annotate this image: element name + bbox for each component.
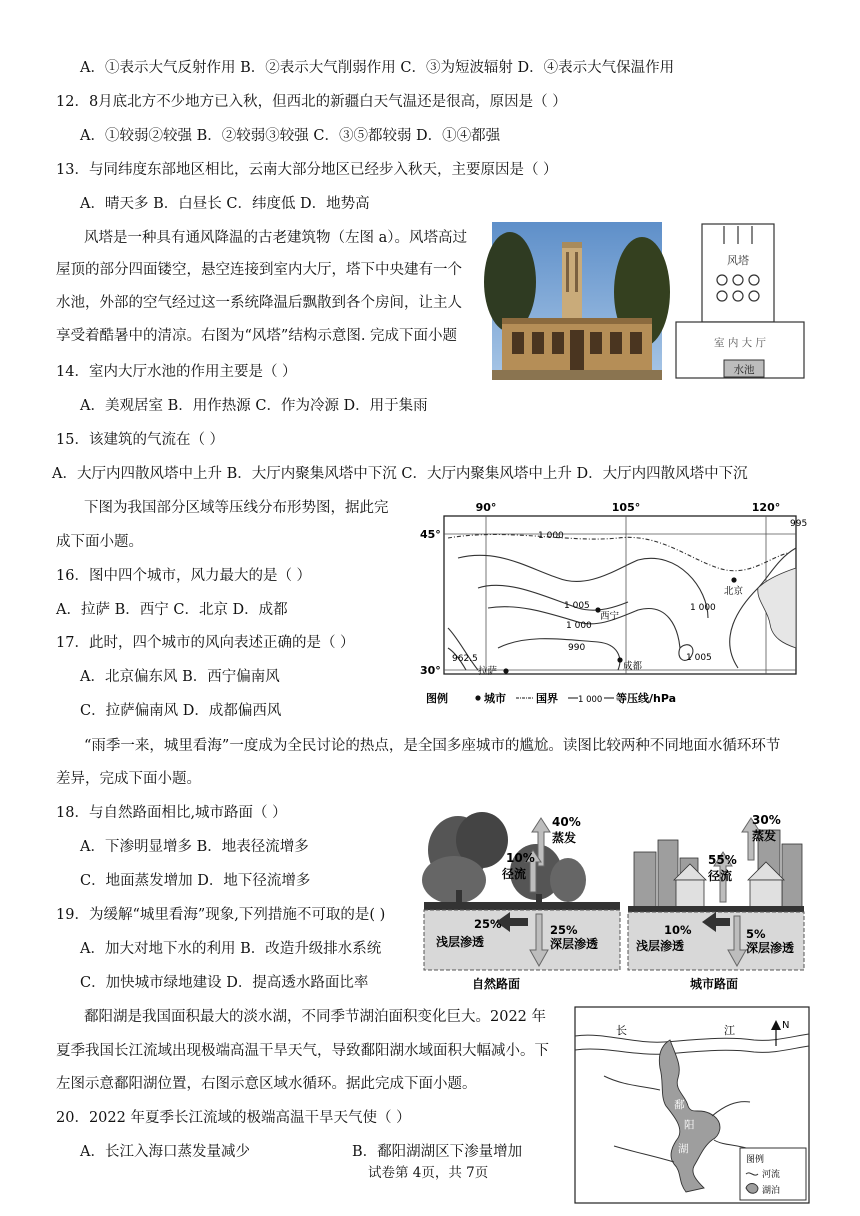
legend-isobar-sample: 1 000 bbox=[578, 695, 603, 705]
lake-char-1: 鄱 bbox=[674, 1099, 685, 1111]
city-dot-beijing bbox=[731, 577, 736, 582]
natural-caption: 自然路面 bbox=[472, 977, 521, 991]
rain-intro-1: “雨季一来，城里看海”一度成为全民讨论的热点，是全国多座城市的尴尬。读图比较两种不同地面水循环环节 bbox=[84, 738, 781, 754]
rain-intro-2: 差异，完成下面小题。 bbox=[56, 771, 201, 787]
q18-options-1: A．下渗明显增多 B．地表径流增多 bbox=[80, 839, 309, 855]
isobar-map bbox=[418, 498, 808, 710]
legend-city-dot bbox=[475, 695, 480, 700]
natural-shallow-pct: 25% bbox=[474, 917, 502, 931]
wind-tower-diagram bbox=[674, 222, 806, 382]
water-cycle-figure bbox=[418, 810, 808, 992]
legend-city: 城市 bbox=[484, 692, 506, 705]
question-12: 12．8月底北方不少地方已入秋，但西北的新疆白天气温还是很高，原因是（ ） bbox=[56, 94, 567, 110]
isobar-legend-title: 图例 bbox=[426, 692, 448, 705]
urban-shallow: 浅层渗透 bbox=[636, 939, 685, 953]
pool-label: 水池 bbox=[733, 364, 755, 376]
question-20: 20．2022 年夏季长江流域的极端高温干旱天气使（ ） bbox=[56, 1110, 411, 1126]
question-15: 15．该建筑的气流在（ ） bbox=[56, 432, 225, 448]
lake-intro-2: 夏季我国长江流域出现极端高温干旱天气，导致鄱阳湖水域面积大幅减小。下 bbox=[56, 1043, 549, 1059]
city-xining: 西宁 bbox=[600, 611, 620, 622]
q14-options: A．美观居室 B．用作热源 C．作为冷源 D．用于集雨 bbox=[80, 398, 428, 414]
question-18: 18．与自然路面相比,城市路面（ ） bbox=[56, 805, 287, 821]
q19-options-1: A．加大对地下水的利用 B．改造升级排水系统 bbox=[80, 941, 382, 957]
lake-intro-1: 鄱阳湖是我国面积最大的淡水湖，不同季节湖泊面积变化巨大。2022 年 bbox=[84, 1009, 547, 1025]
q18-options-2: C．地面蒸发增加 D．地下径流增多 bbox=[80, 873, 311, 889]
lake-legend-title: 图例 bbox=[746, 1155, 765, 1165]
lake-map-river-char-2: 江 bbox=[724, 1024, 735, 1037]
city-chengdu: 成都 bbox=[623, 661, 643, 672]
q20-option-b: B．鄱阳湖湖区下渗量增加 bbox=[352, 1144, 523, 1160]
q11-options: A．①表示大气反射作用 B．②表示大气削弱作用 C．③为短波辐射 D．④表示大气保温作用 bbox=[80, 60, 675, 76]
urban-caption: 城市路面 bbox=[690, 977, 739, 991]
q20-option-a: A．长江入海口蒸发量减少 bbox=[80, 1144, 250, 1160]
isobar-label-995: 995 bbox=[790, 519, 808, 529]
isobar-label-1000-a: 1 000 bbox=[538, 531, 564, 541]
natural-deep-pct: 25% bbox=[550, 923, 578, 937]
hall-label: 室 内 大 厅 bbox=[713, 337, 767, 349]
city-beijing: 北京 bbox=[724, 586, 744, 597]
q15-options: A．大厅内四散风塔中上升 B．大厅内聚集风塔中下沉 C．大厅内聚集风塔中上升 D．大厅内四散风塔中下沉 bbox=[52, 466, 748, 482]
natural-evap: 蒸发 bbox=[552, 831, 577, 845]
question-19: 19．为缓解“城里看海”现象,下列措施不可取的是( ) bbox=[56, 907, 386, 923]
question-16: 16．图中四个城市，风力最大的是（ ） bbox=[56, 568, 312, 584]
north-label: N bbox=[782, 1020, 790, 1031]
urban-evap-pct: 30% bbox=[752, 813, 781, 827]
lake-char-3: 湖 bbox=[678, 1143, 689, 1155]
urban-evap: 蒸发 bbox=[752, 829, 777, 843]
isobar-label-1005-a: 1 005 bbox=[564, 601, 590, 611]
urban-runoff: 径流 bbox=[708, 869, 733, 883]
q16-options: A．拉萨 B．西宁 C．北京 D．成都 bbox=[56, 602, 288, 618]
lake-legend-lake: 湖泊 bbox=[762, 1186, 781, 1196]
lake-intro-3: 左图示意鄱阳湖位置，右图示意区域水循环。据此完成下面小题。 bbox=[56, 1076, 477, 1092]
urban-deep-pct: 5% bbox=[746, 927, 766, 941]
wind-tower-intro-1: 风塔是一种具有通风降温的古老建筑物（左图 a）。风塔高过 bbox=[84, 230, 468, 246]
wind-tower-intro-3: 水池，外部的空气经过这一系统降温后飘散到各个房间，让主人 bbox=[56, 295, 462, 311]
lon-90: 90° bbox=[475, 501, 497, 514]
q13-options: A．晴天多 B．白昼长 C．纬度低 D．地势高 bbox=[80, 196, 370, 212]
urban-runoff-pct: 55% bbox=[708, 853, 737, 867]
q17-options-1: A．北京偏东风 B．西宁偏南风 bbox=[80, 669, 280, 685]
question-17: 17．此时，四个城市的风向表述正确的是（ ） bbox=[56, 635, 355, 651]
natural-shallow: 浅层渗透 bbox=[436, 935, 485, 949]
lake-legend-river: 河流 bbox=[762, 1170, 781, 1180]
isobar-intro-1: 下图为我国部分区域等压线分布形势图，据此完 bbox=[84, 500, 389, 516]
isobar-label-1000-c: 1 000 bbox=[690, 603, 716, 613]
legend-border: 国界 bbox=[536, 692, 558, 705]
natural-deep: 深层渗透 bbox=[550, 937, 599, 951]
urban-shallow-pct: 10% bbox=[664, 923, 692, 937]
poyang-lake-map bbox=[574, 1006, 810, 1204]
wind-tower-intro-4: 享受着酷暑中的清凉。右图为“风塔”结构示意图. 完成下面小题 bbox=[56, 328, 458, 344]
natural-evap-pct: 40% bbox=[552, 815, 581, 829]
question-14: 14．室内大厅水池的作用主要是（ ） bbox=[56, 364, 297, 380]
lat-30: 30° bbox=[420, 664, 441, 677]
isobar-label-1000-b: 1 000 bbox=[566, 621, 592, 631]
city-lhasa: 拉萨 bbox=[478, 666, 498, 677]
lake-char-2: 阳 bbox=[684, 1119, 695, 1131]
isobar-label-1005-b: 1 005 bbox=[686, 653, 712, 663]
tower-label: 风塔 bbox=[727, 254, 749, 267]
isobar-label-990: 990 bbox=[568, 643, 586, 653]
city-dot-chengdu bbox=[617, 657, 622, 662]
lon-105: 105° bbox=[611, 501, 641, 514]
lake-map-river-char-1: 长 bbox=[616, 1024, 627, 1037]
wind-tower-intro-2: 屋顶的部分四面镂空，悬空连接到室内大厅，塔下中央建有一个 bbox=[56, 262, 462, 278]
page-footer: 试卷第 4页，共 7页 bbox=[368, 1165, 489, 1181]
natural-runoff-pct: 10% bbox=[506, 851, 535, 865]
wind-tower-photo bbox=[492, 222, 662, 380]
city-dot-lhasa bbox=[503, 668, 508, 673]
isobar-intro-2: 成下面小题。 bbox=[56, 534, 143, 550]
isobar-label-962: 962.5 bbox=[452, 654, 478, 664]
question-13: 13．与同纬度东部地区相比，云南大部分地区已经步入秋天，主要原因是（ ） bbox=[56, 162, 558, 178]
legend-isobar: 等压线/hPa bbox=[616, 692, 677, 705]
natural-runoff: 径流 bbox=[502, 867, 527, 881]
urban-deep: 深层渗透 bbox=[746, 941, 795, 955]
q12-options: A．①较弱②较强 B．②较弱③较强 C．③⑤都较弱 D．①④都强 bbox=[80, 128, 501, 144]
lon-120: 120° bbox=[751, 501, 781, 514]
q17-options-2: C．拉萨偏南风 D．成都偏西风 bbox=[80, 703, 282, 719]
q19-options-2: C．加快城市绿地建设 D．提高透水路面比率 bbox=[80, 975, 369, 991]
lat-45: 45° bbox=[420, 528, 441, 541]
